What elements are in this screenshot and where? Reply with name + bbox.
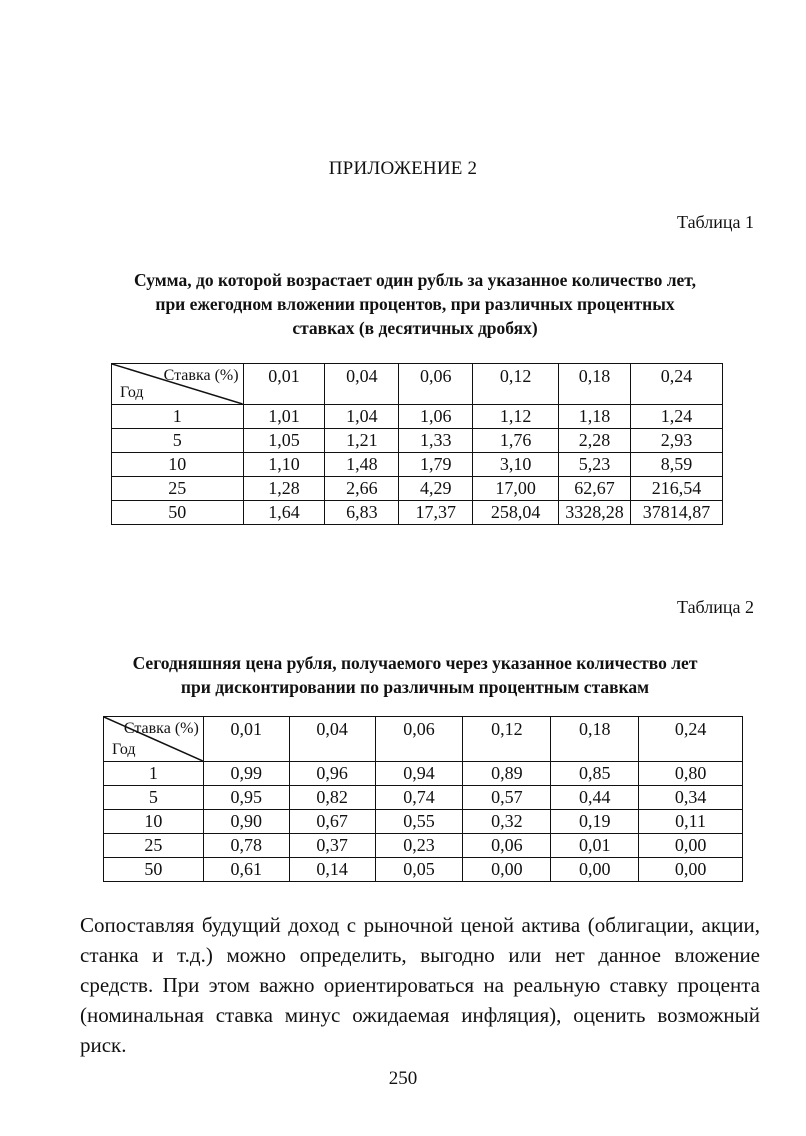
table1-header-row [112, 364, 723, 405]
year-cell: 1 [112, 405, 244, 429]
value-cell: 0,67 [289, 810, 375, 834]
body-paragraph: Сопоставляя будущий доход с рыночной ценой актива (облигации, акции, станка и т.д.) можно определить, выгодно или нет данное вложение средств. При этом важно ориентироваться на реальную ставку процента (номинальная ставка минус ожидаемая инфляция), оценить возможный риск. [80, 913, 760, 1057]
table-row [104, 834, 743, 858]
value-cell: 0,90 [203, 810, 289, 834]
year-cell: 5 [104, 786, 204, 810]
rate-column-header: 0,06 [375, 717, 463, 762]
value-cell: 8,59 [631, 453, 723, 477]
value-cell: 1,76 [473, 429, 559, 453]
value-cell: 3328,28 [559, 501, 631, 525]
rate-column-header: 0,24 [639, 717, 743, 762]
value-cell: 0,55 [375, 810, 463, 834]
value-cell: 6,83 [325, 501, 399, 525]
table1-corner-cell [112, 364, 244, 405]
table1-title [60, 268, 770, 340]
table2-title-line: при дисконтировании по различным процентным ставкам [180, 677, 650, 697]
value-cell: 62,67 [559, 477, 631, 501]
table1-title-line: Сумма, до которой возрастает один рубль за указанное количество лет, [134, 270, 696, 290]
value-cell: 1,21 [325, 429, 399, 453]
rate-column-header: 0,04 [289, 717, 375, 762]
table2 [103, 716, 743, 882]
value-cell: 0,00 [463, 858, 551, 882]
year-cell: 25 [104, 834, 204, 858]
value-cell: 0,94 [375, 762, 463, 786]
value-cell: 1,33 [399, 429, 473, 453]
table1-title-line: при ежегодном вложении процентов, при различных процентных [155, 294, 675, 314]
rate-column-header: 0,18 [559, 364, 631, 405]
value-cell: 1,06 [399, 405, 473, 429]
table-row [104, 786, 743, 810]
table-row [112, 453, 723, 477]
value-cell: 2,66 [325, 477, 399, 501]
year-cell: 5 [112, 429, 244, 453]
value-cell: 1,05 [243, 429, 325, 453]
year-cell: 50 [104, 858, 204, 882]
year-cell: 10 [112, 453, 244, 477]
value-cell: 2,93 [631, 429, 723, 453]
value-cell: 1,12 [473, 405, 559, 429]
value-cell: 0,82 [289, 786, 375, 810]
value-cell: 1,64 [243, 501, 325, 525]
table2-header-row [104, 717, 743, 762]
value-cell: 37814,87 [631, 501, 723, 525]
value-cell: 1,79 [399, 453, 473, 477]
table2-title [60, 651, 770, 699]
value-cell: 1,10 [243, 453, 325, 477]
value-cell: 0,23 [375, 834, 463, 858]
rate-column-header: 0,24 [631, 364, 723, 405]
rate-header: Ставка (%) [163, 367, 239, 384]
value-cell: 4,29 [399, 477, 473, 501]
value-cell: 0,14 [289, 858, 375, 882]
value-cell: 17,00 [473, 477, 559, 501]
value-cell: 0,19 [551, 810, 639, 834]
value-cell: 0,96 [289, 762, 375, 786]
value-cell: 0,95 [203, 786, 289, 810]
value-cell: 0,00 [639, 858, 743, 882]
table-row [112, 405, 723, 429]
year-header: Год [112, 741, 136, 758]
table-row [104, 858, 743, 882]
value-cell: 0,57 [463, 786, 551, 810]
rate-column-header: 0,12 [463, 717, 551, 762]
table2-title-line: Сегодняшняя цена рубля, получаемого через указанное количество лет [132, 653, 698, 673]
value-cell: 1,48 [325, 453, 399, 477]
rate-column-header: 0,01 [243, 364, 325, 405]
value-cell: 1,28 [243, 477, 325, 501]
table2-corner-cell [104, 717, 204, 762]
value-cell: 1,04 [325, 405, 399, 429]
value-cell: 216,54 [631, 477, 723, 501]
value-cell: 0,61 [203, 858, 289, 882]
value-cell: 0,01 [551, 834, 639, 858]
appendix-title: ПРИЛОЖЕНИЕ 2 [328, 158, 478, 179]
rate-column-header: 0,06 [399, 364, 473, 405]
value-cell: 2,28 [559, 429, 631, 453]
rate-column-header: 0,04 [325, 364, 399, 405]
year-cell: 1 [104, 762, 204, 786]
value-cell: 0,80 [639, 762, 743, 786]
table2-label: Таблица 2 [677, 597, 754, 617]
value-cell: 0,85 [551, 762, 639, 786]
value-cell: 1,24 [631, 405, 723, 429]
value-cell: 0,11 [639, 810, 743, 834]
value-cell: 0,34 [639, 786, 743, 810]
value-cell: 0,06 [463, 834, 551, 858]
value-cell: 0,74 [375, 786, 463, 810]
value-cell: 0,89 [463, 762, 551, 786]
value-cell: 0,44 [551, 786, 639, 810]
value-cell: 1,01 [243, 405, 325, 429]
table1 [111, 363, 723, 525]
value-cell: 0,00 [639, 834, 743, 858]
table1-label: Таблица 1 [677, 212, 754, 232]
table-row [104, 810, 743, 834]
table1-title-line: ставках (в десятичных дробях) [292, 318, 538, 338]
year-cell: 50 [112, 501, 244, 525]
table-row [104, 762, 743, 786]
year-header: Год [120, 384, 144, 401]
year-cell: 10 [104, 810, 204, 834]
page-number: 250 [388, 1068, 418, 1089]
value-cell: 0,05 [375, 858, 463, 882]
value-cell: 5,23 [559, 453, 631, 477]
table-row [112, 429, 723, 453]
rate-column-header: 0,12 [473, 364, 559, 405]
rate-column-header: 0,18 [551, 717, 639, 762]
value-cell: 3,10 [473, 453, 559, 477]
rate-header: Ставка (%) [123, 720, 199, 737]
value-cell: 0,78 [203, 834, 289, 858]
value-cell: 0,37 [289, 834, 375, 858]
value-cell: 0,00 [551, 858, 639, 882]
value-cell: 1,18 [559, 405, 631, 429]
year-cell: 25 [112, 477, 244, 501]
table-row [112, 477, 723, 501]
value-cell: 0,32 [463, 810, 551, 834]
rate-column-header: 0,01 [203, 717, 289, 762]
value-cell: 0,99 [203, 762, 289, 786]
value-cell: 17,37 [399, 501, 473, 525]
table-row [112, 501, 723, 525]
value-cell: 258,04 [473, 501, 559, 525]
